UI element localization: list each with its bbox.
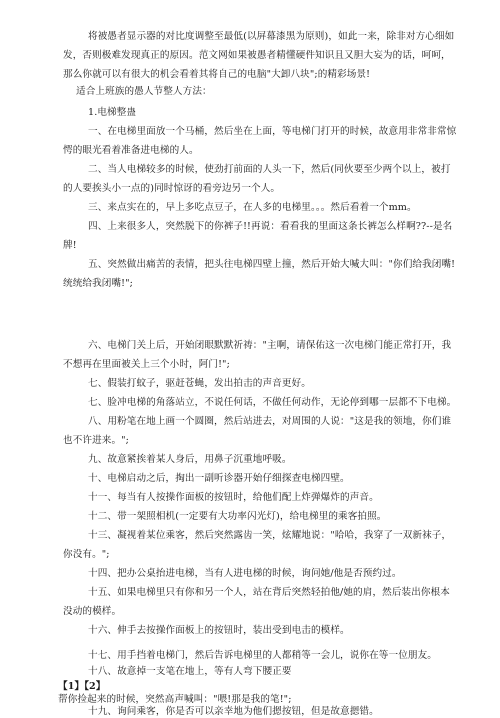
- text-line: 也不许进来。";: [63, 435, 130, 446]
- text-line: 那么你就可以有很大的机会看着其将自己的电脑"大卸八块";的精彩场景!: [63, 69, 371, 80]
- text-line: 将被愚者显示器的对比度调整至最低(以屏幕漆黑为原则)，如此一来，除非对方心细如: [88, 31, 455, 42]
- text-line: 帮你捡起来的时候，突然高声喊叫："喂!那是我的笔!";: [58, 694, 292, 705]
- text-line: 十五、如果电梯里只有你和另一个人，站在背后突然轻拍他/她的肩，然后装出你根本: [88, 587, 450, 598]
- text-line: 适合上班族的愚人节整人方法：: [76, 86, 212, 97]
- text-line: 十三、凝视着某位乘客，然后突然露齿一笑，炫耀地说："哈哈，我穿了一双新袜子，: [88, 530, 452, 541]
- text-line: 的人要挨头小一点的)同时惊讶的看旁边另一个人。: [63, 183, 281, 194]
- text-line: 没动的模样。: [63, 606, 122, 617]
- text-line: 十八、故意掉一支笔在地上，等有人弯下腰正要: [88, 666, 292, 677]
- text-line: 十二、带一架照相机(一定要有大功率闪光灯)，给电梯里的乘客拍照。: [88, 511, 387, 522]
- text-line: 八、用粉笔在地上画一个圆圈，然后站进去，对周围的人说："这是我的领地，你们谁: [88, 416, 452, 427]
- text-line: 二、当人电梯较多的时候，使劲打前面的人头一下，然后(同伙要至少两个以上，被打: [88, 164, 451, 175]
- text-line: 七、脸冲电梯的角落站立，不说任何话，不做任何动作，无论停到哪一层都不下电梯。: [88, 397, 457, 408]
- text-line: 发，否则极难发现真正的原因。范文网如果被愚者精懂硬件知识且又胆大妄为的话，呵呵，: [63, 50, 451, 61]
- text-line: 六、电梯门关上后，开始闭眼默默祈祷："主啊，请保佑这一次电梯门能正常打开，我: [88, 340, 452, 351]
- section-heading: 1.电梯整蛊: [88, 107, 137, 118]
- text-line: 十七、用手挡着电梯门，然后告诉电梯里的人都稍等一会儿，说你在等一位朋友。: [88, 650, 437, 661]
- text-line: 不想再在里面被关上三个小时，阿门!";: [63, 359, 230, 370]
- text-line: 十六、伸手去按操作面板上的按钮时，装出受到电击的模样。: [88, 625, 350, 636]
- text-line: 四、上来很多人，突然脱下的你裤子!!再说：看看我的里面这条长裤怎么样啊??--是名: [88, 221, 453, 232]
- text-line: 你没有。";: [63, 549, 110, 560]
- text-line: 三、来点实在的，早上多吃点豆子，在人多的电梯里。。。然后看着一个mm。: [88, 202, 417, 213]
- text-line: 十九、询问乘客，你是否可以亲幸地为他们摁按钮，但是故意摁错。: [88, 706, 379, 717]
- text-line: 十、电梯启动之后，掏出一副听诊器开始仔细探查电梯四壁。: [88, 473, 350, 484]
- text-line: 统统给我闭嘴!";: [63, 278, 133, 289]
- text-line: 十一、每当有人按操作面板的按钮时，给他们配上炸弹爆炸的声音。: [88, 492, 379, 503]
- text-line: 五、突然做出痛苦的表情，把头往电梯四壁上撞，然后开始大喊大叫："你们给我闭嘴!: [88, 259, 456, 270]
- text-line: 一、在电梯里面放一个马桶，然后坐在上面，等电梯门打开的时候，故意用非常非常惊: [88, 126, 457, 137]
- text-line: 牌!: [63, 240, 77, 251]
- text-line: 愕的眼光看着准备进电梯的人。: [63, 145, 199, 156]
- text-line: 十四、把办公桌抬进电梯，当有人进电梯的时候，询问她/他是否预约过。: [88, 568, 402, 579]
- page-links[interactable]: 【1】【2】: [58, 681, 106, 692]
- text-line: 九、故意紧挨着某人身后，用鼻子沉重地呼吸。: [88, 454, 292, 465]
- text-line: 七、假装打蚊子，驱赶苍蝇，发出拍击的声音更好。: [88, 378, 311, 389]
